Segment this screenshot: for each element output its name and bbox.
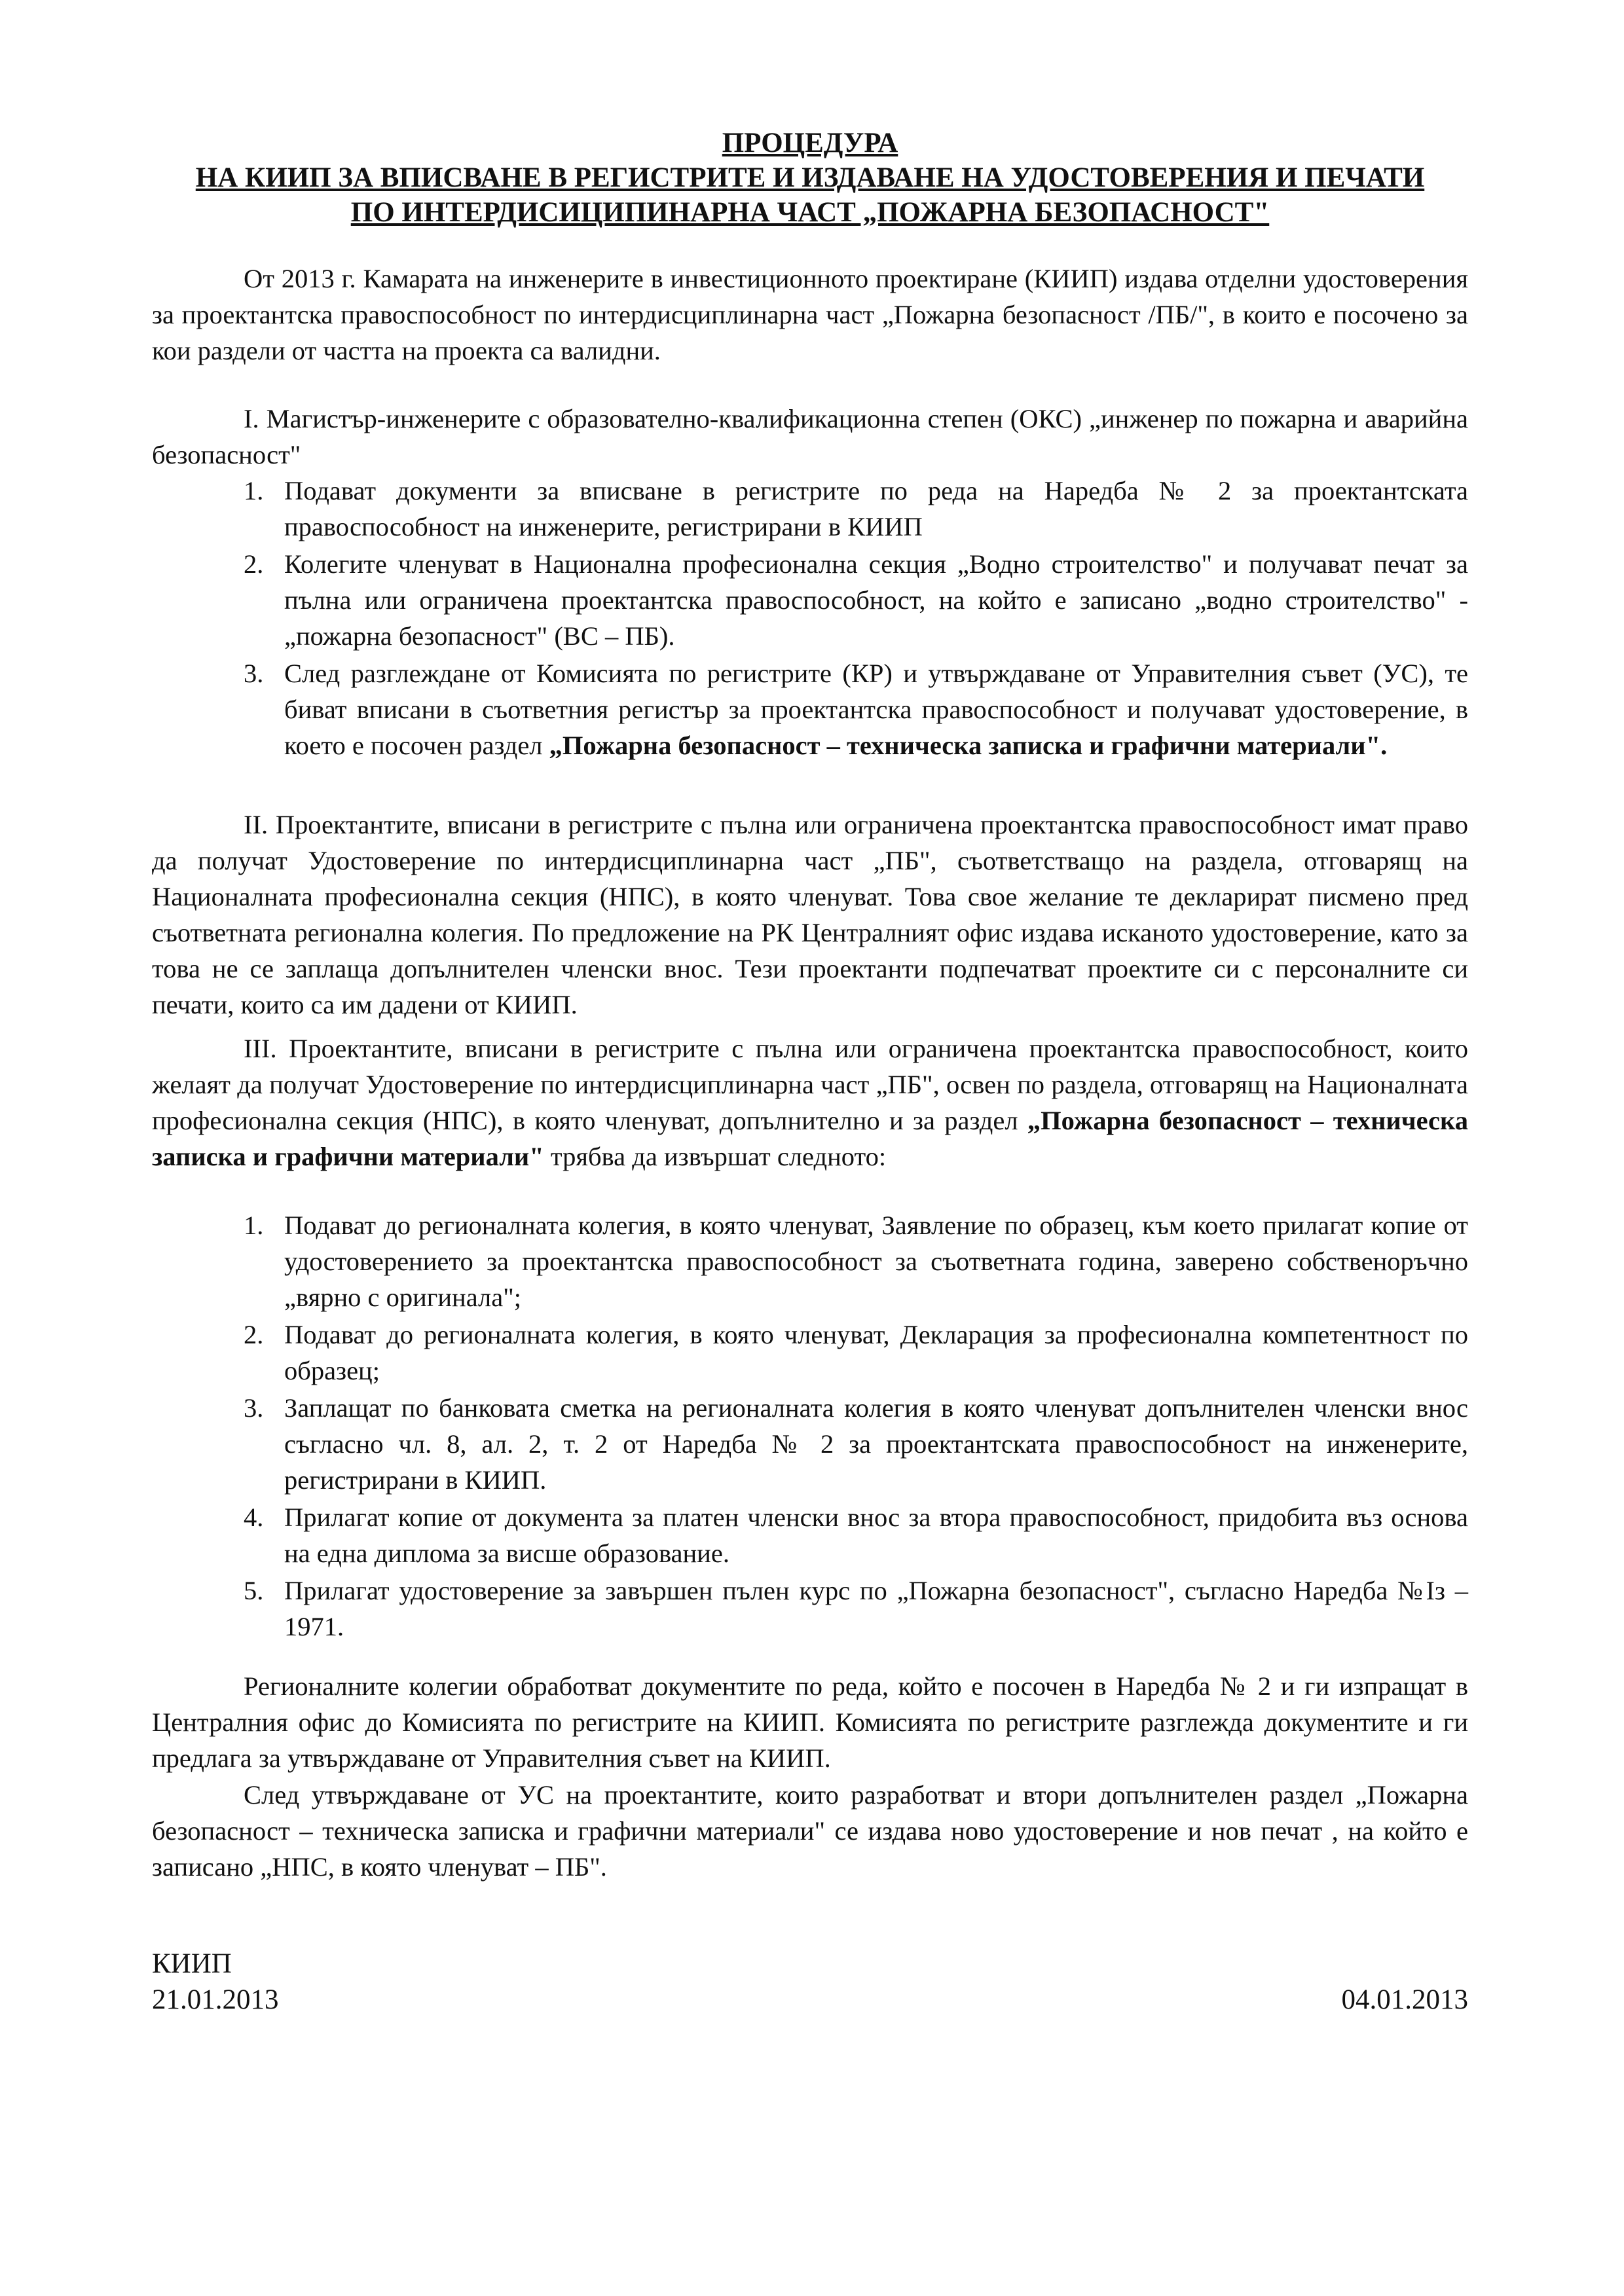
list-item: [244, 1317, 1468, 1389]
list-item: [244, 1499, 1468, 1571]
section-1-heading: I. Магистър-инженерите с образователно-квалификационна степен (ОКС) „инженер по пожарна и аварийна безопасност": [152, 404, 1468, 469]
signature-date-left: 21.01.2013: [152, 1984, 279, 2015]
closing-paragraph-1: Регионалните колегии обработват документите по реда, който е посочен в Наредба № 2 и ги изпращат в Централния офис до Комисията по регистрите на КИИП. Комисията по регистрите разглежда документите и ги предлага за утвърждаване от Управителния съвет на КИИП.: [152, 1671, 1468, 1773]
list-item-number: 3.: [244, 1393, 264, 1423]
section-1-list: [244, 473, 1468, 763]
list-item: [244, 473, 1468, 545]
list-item-text: Прилагат удостоверение за завършен пълен курс по „Пожарна безопасност", съгласно Наредба №Iз – 1971.: [284, 1576, 1468, 1641]
list-item: [244, 1207, 1468, 1315]
section-2-paragraph: II. Проектантите, вписани в регистрите с пълна или ограничена проектантска правоспособност имат право да получат Удостоверение по интердисциплинарна част „ПБ", съответстващо на раздела, отговарящ на Националната професионална секция (НПС), в която членуват. Това свое желание те декларират писмено пред съответната регионална колегия. По предложение на РК Централният офис издава исканото удостоверение, като за това не се заплаща допълнителен членски внос. Тези проектанти подпечатват проектите си с персоналните си печати, които са им дадени от КИИП.: [152, 810, 1468, 1019]
list-item-text: Подават до регионалната колегия, в която членуват, Декларация за професионална компетентност по образец;: [284, 1320, 1468, 1385]
section-3-text: III. Проектантите, вписани в регистрите с пълна или ограничена проектантска правоспособност, които желаят да получат Удостоверение по интердисциплинарна част „ПБ", освен по раздела, отговарящ на Националната професионална секция (НПС), в която членуват, допълнително и за раздел: [152, 1034, 1468, 1135]
title-line-2: НА КИИП ЗА ВПИСВАНЕ В РЕГИСТРИТЕ И ИЗДАВАНЕ НА УДОСТОВЕРЕНИЯ И ПЕЧАТИ: [195, 162, 1425, 193]
list-item-text: [284, 655, 1468, 763]
list-item-text: Подават до регионалната колегия, в която членуват, Заявление по образец, към което прилагат копие от удостоверението за проектантска правоспособност за съответната година, заверено собственоръчно „вярно с оригинала";: [284, 1211, 1468, 1312]
list-item-text: Прилагат копие от документа за платен членски внос за втора правоспособност, придобита въз основа на една диплома за висше образование.: [284, 1503, 1468, 1568]
list-item: [244, 546, 1468, 654]
signature-date-right: 04.01.2013: [1341, 1984, 1468, 2015]
list-item: [244, 1390, 1468, 1498]
list-item-text: Колегите членуват в Национална професионална секция „Водно строителство" и получават печат за пълна или ограничена проектантска правоспособност, на който е записано „водно строителство" - „пожарна безопасност" (ВС – ПБ).: [284, 549, 1468, 651]
list-item-number: 1.: [244, 1211, 264, 1240]
signature-organization: КИИП: [152, 1948, 232, 1979]
document-title: [152, 126, 1468, 230]
list-item-text: Подават документи за вписване в регистрите по реда на Наредба № 2 за проектантската правоспособност на инженерите, регистрирани в КИИП: [284, 476, 1468, 541]
section-3-list: [244, 1207, 1468, 1645]
signature-block: [152, 1946, 279, 2018]
closing-paragraph-2: След утвърждаване от УС на проектантите, които разработват и втори допълнителен раздел „Пожарна безопасност – техническа записка и графични материали" се издава ново удостоверение и нов печат , на който е записано „НПС, в която членуват – ПБ".: [152, 1780, 1468, 1882]
section-3-bold: „Пожарна безопасност – техническа записка и графични материали": [152, 1106, 1468, 1171]
list-item-number: 4.: [244, 1503, 264, 1532]
document-page: [152, 0, 1468, 2296]
list-item-text-bold: „Пожарна безопасност – техническа записка и графични материали".: [549, 731, 1388, 760]
section-3-tail: трябва да извършат следното:: [544, 1142, 887, 1171]
list-item: [244, 1573, 1468, 1645]
title-line-3: ПО ИНТЕРДИСИЦИПИНАРНА ЧАСТ „ПОЖАРНА БЕЗОПАСНОСТ": [350, 197, 1270, 228]
list-item-number: 2.: [244, 549, 264, 579]
list-item-number: 1.: [244, 476, 264, 505]
list-item-number: 2.: [244, 1320, 264, 1349]
intro-paragraph: От 2013 г. Камарата на инженерите в инвестиционното проектиране (КИИП) издава отделни удостоверения за проектантска правоспособност по интердисциплинарна част „Пожарна безопасност /ПБ/", в които е посочено за кои раздели от частта на проекта са валидни.: [152, 264, 1468, 365]
list-item-number: 3.: [244, 659, 264, 688]
list-item-number: 5.: [244, 1576, 264, 1605]
list-item: [244, 655, 1468, 763]
list-item-text: Заплащат по банковата сметка на регионалната колегия в която членуват допълнителен членски внос съгласно чл. 8, ал. 2, т. 2 от Наредба № 2 за проектантската правоспособност на инженерите, регистрирани в КИИП.: [284, 1393, 1468, 1495]
title-line-1: ПРОЦЕДУРА: [722, 128, 898, 158]
section-3-paragraph: [152, 1030, 1468, 1175]
list-item-text-regular: След разглеждане от Комисията по регистрите (КР) и утвърждаване от Управителния съвет (УС), те биват вписани в съответния регистър за проектантска правоспособност и получават удостоверение, в което е посочен раздел: [284, 659, 1468, 760]
